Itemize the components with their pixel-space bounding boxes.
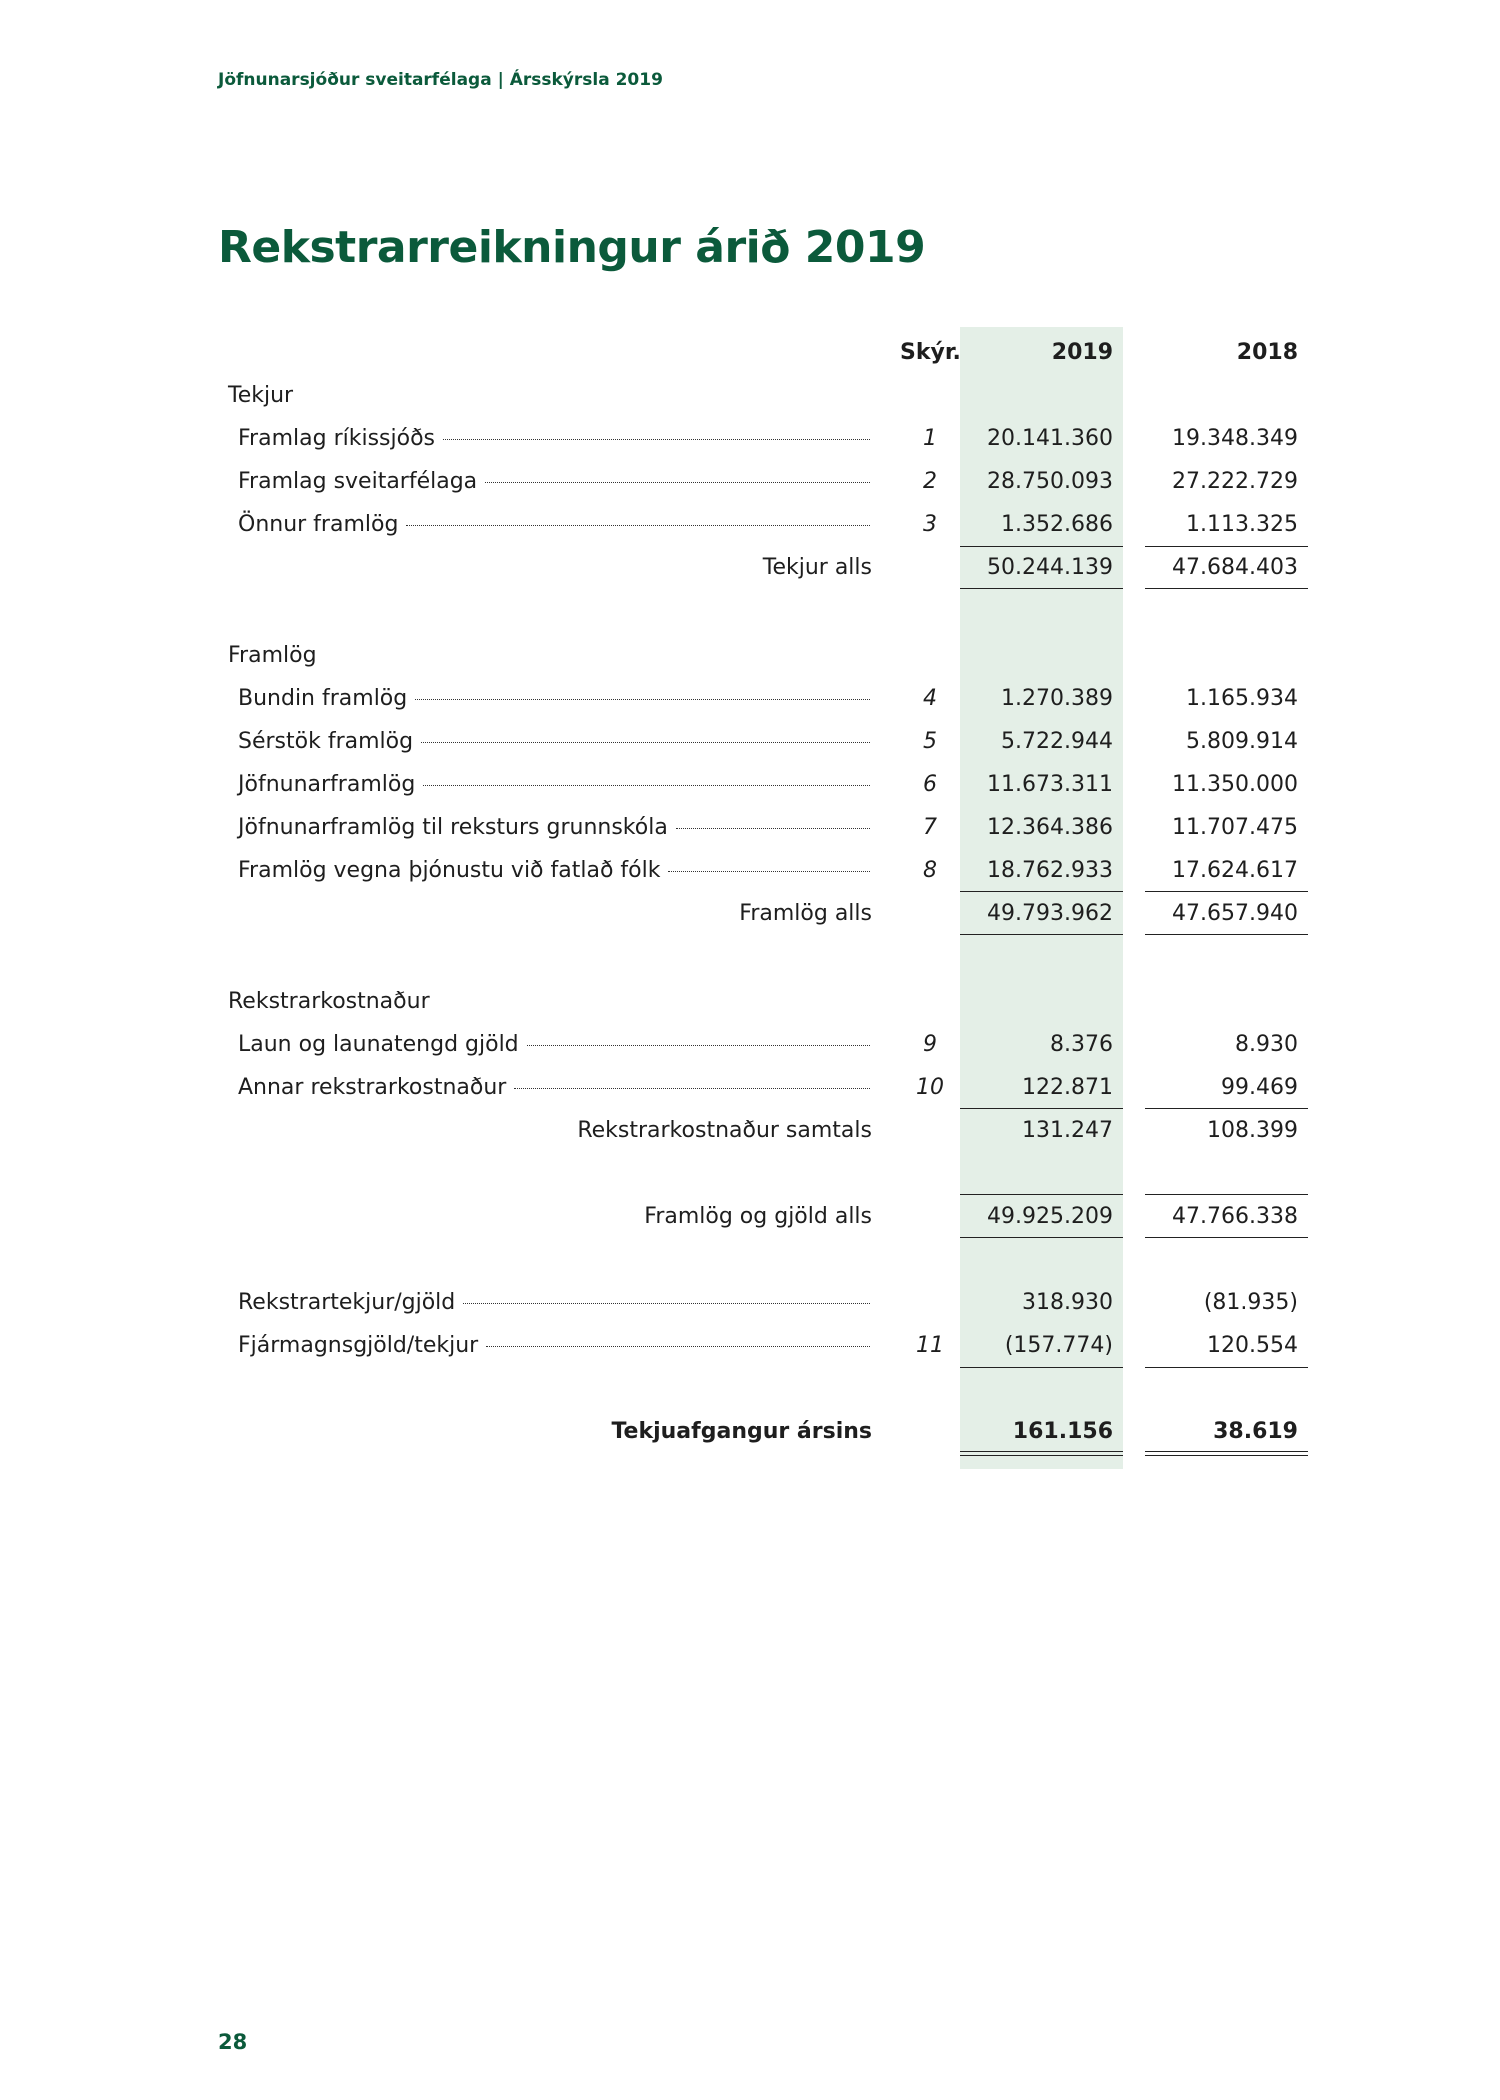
- row-note: 3: [923, 512, 937, 537]
- table-row: [0, 460, 1500, 503]
- row-value-2018: 99.469: [1221, 1075, 1298, 1100]
- row-label: Sérstök framlög: [238, 728, 870, 755]
- rule: [1145, 1237, 1308, 1238]
- row-value-2019: 20.141.360: [987, 426, 1113, 451]
- section-title: Rekstrarkostnaður: [228, 989, 430, 1014]
- row-note: 1: [923, 426, 937, 451]
- row-note: 4: [923, 686, 937, 711]
- row-note: 2: [923, 469, 937, 494]
- rule: [1145, 1367, 1308, 1368]
- subtotal-value-2019: 50.244.139: [987, 555, 1113, 580]
- row-label: Bundin framlög: [238, 685, 870, 712]
- row-label: Framlag sveitarfélaga: [238, 468, 870, 495]
- row-value-2018: 17.624.617: [1172, 858, 1298, 883]
- subtotal-value-2018: 47.684.403: [1172, 555, 1298, 580]
- section-title: Tekjur: [228, 383, 294, 408]
- row-value-2018: 11.707.475: [1172, 815, 1298, 840]
- rule: [960, 1237, 1123, 1238]
- grand-total-row: [0, 1410, 1500, 1453]
- table-row: [0, 849, 1500, 892]
- row-value-2019: 12.364.386: [987, 815, 1113, 840]
- total-label: Framlög og gjöld alls: [644, 1204, 872, 1229]
- column-header-note: Skýr.: [900, 340, 961, 365]
- rule: [960, 934, 1123, 935]
- row-value-2019: 318.930: [1022, 1290, 1113, 1315]
- table-row: [0, 763, 1500, 806]
- subtotal-label: Tekjur alls: [762, 555, 872, 580]
- row-note: 5: [923, 729, 937, 754]
- row-note: 6: [923, 772, 937, 797]
- row-value-2019: 1.270.389: [1001, 686, 1113, 711]
- row-note: 10: [916, 1075, 944, 1100]
- row-value-2018: 27.222.729: [1172, 469, 1298, 494]
- row-value-2019: 28.750.093: [987, 469, 1113, 494]
- table-row: [0, 720, 1500, 763]
- table-row: [0, 677, 1500, 720]
- row-value-2019: 5.722.944: [1001, 729, 1113, 754]
- row-value-2019: 1.352.686: [1001, 512, 1113, 537]
- row-note: 7: [923, 815, 937, 840]
- grand-total-value-2019: 161.156: [1012, 1419, 1113, 1444]
- row-note: 11: [916, 1333, 944, 1358]
- row-value-2018: 8.930: [1235, 1032, 1298, 1057]
- row-value-2019: 8.376: [1050, 1032, 1113, 1057]
- total-value-2019: 49.925.209: [987, 1204, 1113, 1229]
- grand-total-label: Tekjuafgangur ársins: [611, 1419, 872, 1444]
- section-title: Framlög: [228, 643, 317, 668]
- row-label: Laun og launatengd gjöld: [238, 1031, 870, 1058]
- row-value-2019: 18.762.933: [987, 858, 1113, 883]
- rule: [960, 1367, 1123, 1368]
- row-label: Annar rekstrarkostnaður: [238, 1074, 870, 1101]
- table-header-row: [0, 331, 1500, 374]
- total-value-2018: 47.766.338: [1172, 1204, 1298, 1229]
- row-value-2019: 122.871: [1022, 1075, 1113, 1100]
- subtotal-value-2018: 108.399: [1207, 1118, 1298, 1143]
- subtotal-value-2019: 49.793.962: [987, 901, 1113, 926]
- row-label: Fjármagnsgjöld/tekjur: [238, 1332, 870, 1359]
- section-title-tekjur: [0, 374, 1500, 417]
- row-label: Önnur framlög: [238, 511, 870, 538]
- row-value-2018: 1.165.934: [1186, 686, 1298, 711]
- row-value-2019: (157.774): [1004, 1333, 1113, 1358]
- row-label: Framlög vegna þjónustu við fatlað fólk: [238, 857, 870, 884]
- table-row: [0, 417, 1500, 460]
- row-label: Framlag ríkissjóðs: [238, 425, 870, 452]
- rule: [1145, 588, 1308, 589]
- row-label: Jöfnunarframlög til reksturs grunnskóla: [238, 814, 870, 841]
- subtotal-row-framlog: [0, 892, 1500, 935]
- grand-total-value-2018: 38.619: [1213, 1419, 1298, 1444]
- row-label: Jöfnunarframlög: [238, 771, 870, 798]
- row-value-2018: (81.935): [1203, 1290, 1298, 1315]
- double-rule: [960, 1451, 1123, 1456]
- column-header-2019: 2019: [1051, 340, 1113, 365]
- subtotal-label: Framlög alls: [739, 901, 872, 926]
- row-label: Rekstrartekjur/gjöld: [238, 1289, 870, 1316]
- section-title-framlog: [0, 634, 1500, 677]
- row-value-2018: 5.809.914: [1186, 729, 1298, 754]
- table-row: [0, 1023, 1500, 1066]
- row-value-2018: 1.113.325: [1186, 512, 1298, 537]
- subtotal-value-2019: 131.247: [1022, 1118, 1113, 1143]
- page-number: 28: [218, 2030, 248, 2054]
- row-note: 8: [923, 858, 937, 883]
- row-note: 9: [923, 1032, 937, 1057]
- subtotal-row-rekstrarkostnadur: [0, 1109, 1500, 1152]
- section-title-rekstrarkostnadur: [0, 980, 1500, 1023]
- row-value-2018: 120.554: [1207, 1333, 1298, 1358]
- table-row: [0, 806, 1500, 849]
- table-row-rekstrartekjur: [0, 1281, 1500, 1324]
- rule: [1145, 934, 1308, 935]
- subtotal-label: Rekstrarkostnaður samtals: [577, 1118, 872, 1143]
- page-title: Rekstrarreikningur árið 2019: [218, 222, 926, 273]
- document-header: Jöfnunarsjóður sveitarfélaga | Ársskýrsla 2019: [218, 70, 663, 90]
- subtotal-row-tekjur: [0, 546, 1500, 589]
- table-row: [0, 1066, 1500, 1109]
- row-value-2019: 11.673.311: [987, 772, 1113, 797]
- rule: [960, 588, 1123, 589]
- row-value-2018: 11.350.000: [1172, 772, 1298, 797]
- total-row-framlog-og-gjold: [0, 1195, 1500, 1238]
- table-row-fjarmagnsgjold: [0, 1324, 1500, 1367]
- row-value-2018: 19.348.349: [1172, 426, 1298, 451]
- double-rule: [1145, 1451, 1308, 1456]
- column-header-2018: 2018: [1236, 340, 1298, 365]
- subtotal-value-2018: 47.657.940: [1172, 901, 1298, 926]
- table-row: [0, 503, 1500, 546]
